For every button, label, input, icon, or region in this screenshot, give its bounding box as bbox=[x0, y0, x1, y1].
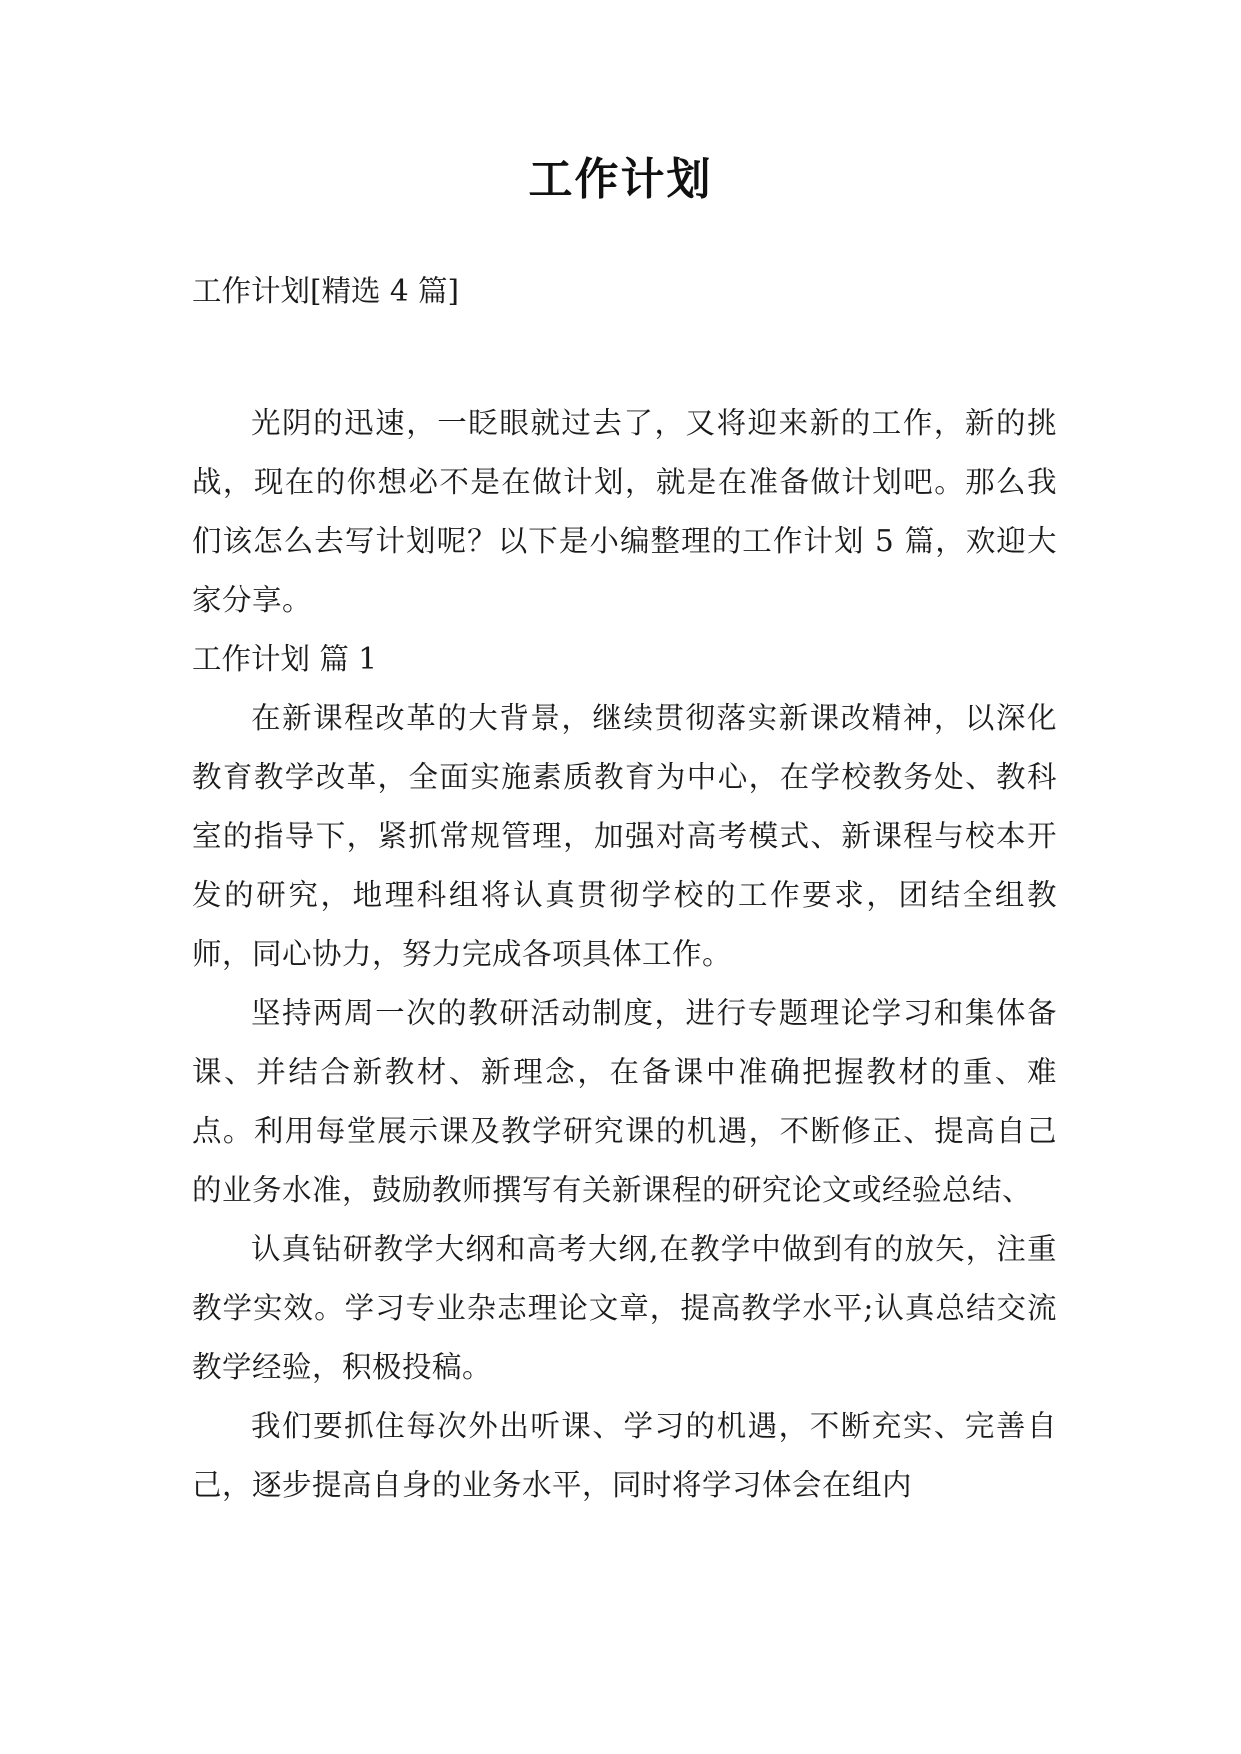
body-paragraph: 在新课程改革的大背景，继续贯彻落实新课改精神，以深化教育教学改革，全面实施素质教育为中心，在学校教务处、教科室的指导下，紧抓常规管理，加强对高考模式、新课程与校本开发的研究，地理科组将认真贯彻学校的工作要求，团结全组教师，同心协力，努力完成各项具体工作。 bbox=[192, 701, 1057, 971]
body-paragraph: 认真钻研教学大纲和高考大纲,在教学中做到有的放矢，注重教学实效。学习专业杂志理论文章，提高教学水平;认真总结交流教学经验，积极投稿。 bbox=[192, 1232, 1057, 1384]
document-subtitle: 工作计划[精选 4 篇] bbox=[192, 274, 460, 308]
section-heading: 工作计划 篇 1 bbox=[192, 642, 378, 676]
spacer bbox=[192, 321, 1057, 394]
document-title: 工作计划 bbox=[528, 154, 713, 205]
intro-paragraph: 光阴的迅速，一眨眼就过去了，又将迎来新的工作，新的挑战，现在的你想必不是在做计划，就是在准备做计划吧。那么我们该怎么去写计划呢？以下是小编整理的工作计划 5 篇，欢迎大家分享。 bbox=[192, 406, 1057, 617]
body-paragraph: 我们要抓住每次外出听课、学习的机遇，不断充实、完善自己，逐步提高自身的业务水平，同时将学习体会在组内 bbox=[192, 1409, 1057, 1502]
body-paragraph: 坚持两周一次的教研活动制度，进行专题理论学习和集体备课、并结合新教材、新理念，在备课中准确把握教材的重、难点。利用每堂展示课及教学研究课的机遇，不断修正、提高自己的业务水准，鼓励教师撰写有关新课程的研究论文或经验总结、 bbox=[192, 996, 1057, 1207]
document-body bbox=[192, 262, 1057, 1515]
